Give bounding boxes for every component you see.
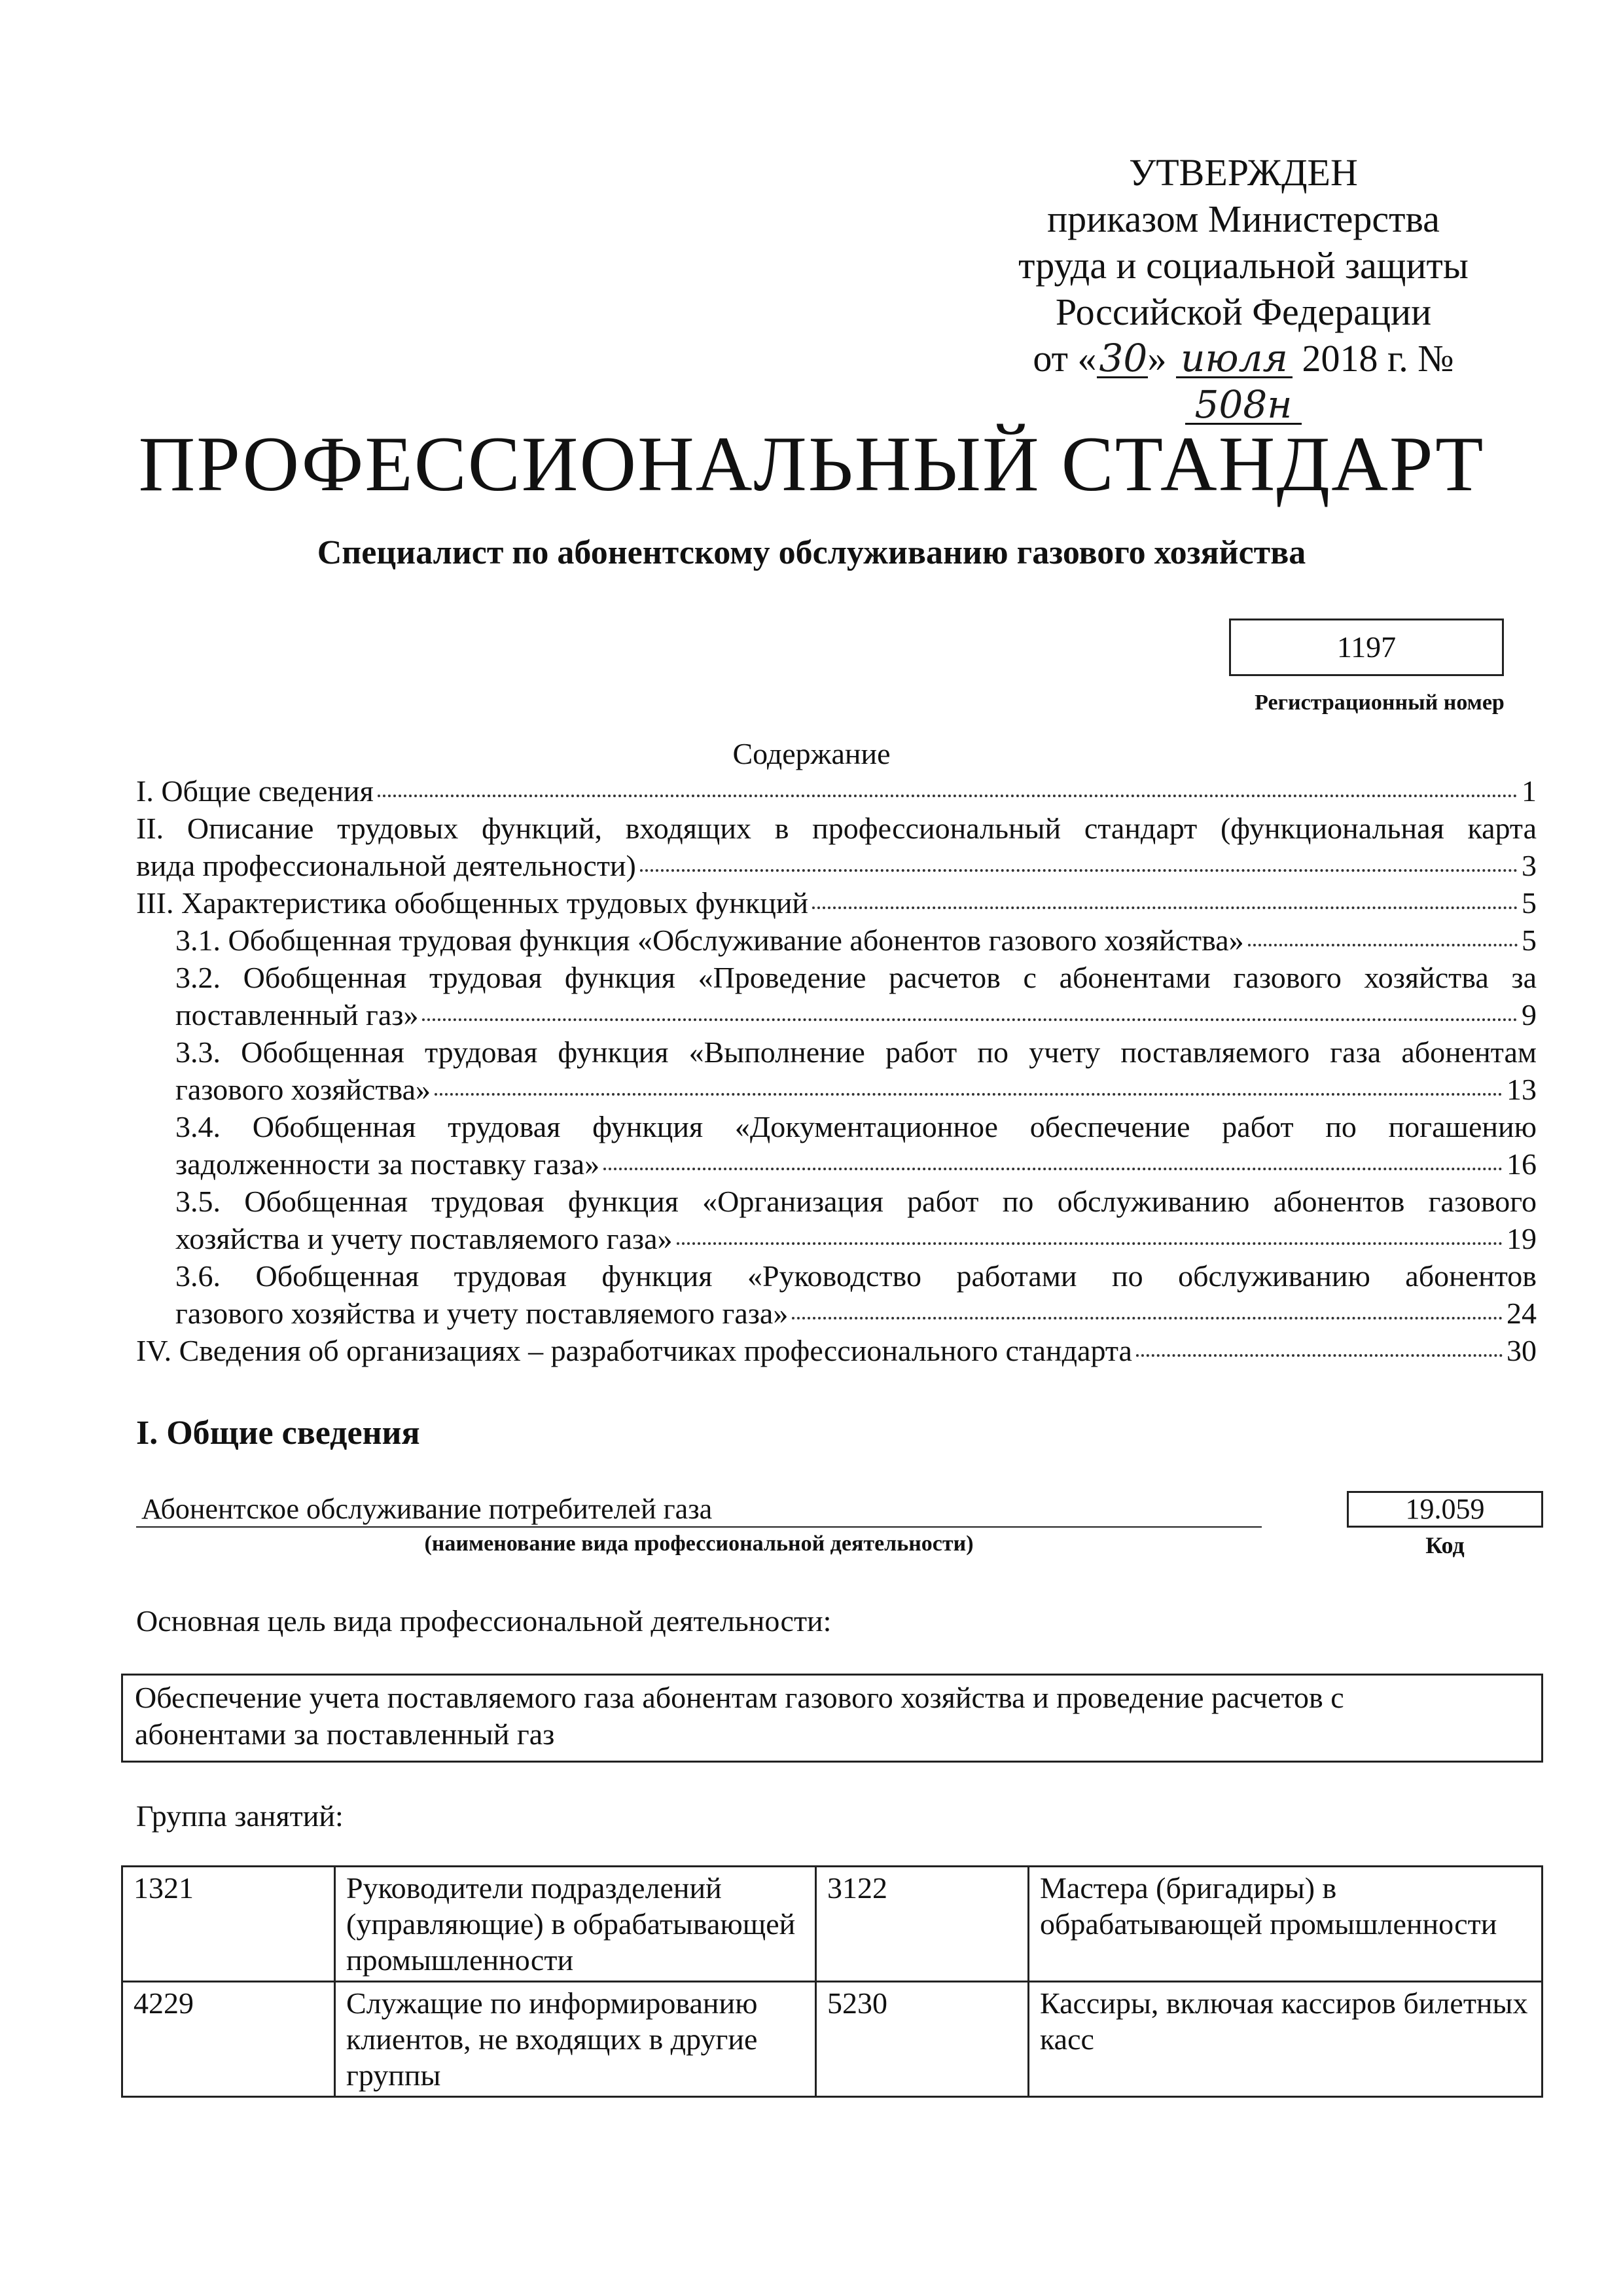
toc-entry-text: газового хозяйства и учету поставляемого газа»	[175, 1297, 789, 1330]
toc-entry-line[interactable]: 3.2. Обобщенная трудовая функция «Проведение расчетов с абонентами газового хозяйства за	[175, 961, 1537, 994]
date-month: июля	[1176, 340, 1293, 378]
toc-entry-text: газового хозяйства»	[175, 1073, 431, 1106]
toc-page: 19	[1507, 1222, 1537, 1255]
toc-entry[interactable]	[136, 884, 1537, 922]
toc-page: 24	[1507, 1297, 1537, 1330]
toc-page: 13	[1507, 1073, 1537, 1106]
toc-page: 9	[1522, 998, 1537, 1031]
approval-line: приказом Министерства	[1047, 198, 1440, 240]
registration-number-label: Регистрационный номер	[1255, 691, 1505, 715]
toc-entry[interactable]	[136, 996, 1537, 1033]
document-title: ПРОФЕССИОНАЛЬНЫЙ СТАНДАРТ	[138, 420, 1485, 507]
toc-entry[interactable]	[136, 1071, 1537, 1108]
approval-date-line	[982, 335, 1505, 428]
toc-entry[interactable]	[136, 1332, 1537, 1369]
toc-entry-text: I. Общие сведения	[136, 774, 374, 808]
toc-entry-text: поставленный газ»	[175, 998, 419, 1031]
toc-entry[interactable]	[136, 1220, 1537, 1257]
toc-page: 30	[1507, 1334, 1537, 1367]
group-name: Служащие по информированию клиентов, не входящих в другие группы	[335, 1982, 816, 2097]
occupation-group-label: Группа занятий:	[136, 1799, 344, 1833]
table-of-contents	[136, 772, 1537, 1369]
group-code: 4229	[122, 1982, 335, 2097]
group-code: 1321	[122, 1867, 335, 1982]
toc-entry-text: вида профессиональной деятельности)	[136, 849, 636, 882]
group-code: 5230	[816, 1982, 1029, 2097]
toc-page: 5	[1522, 924, 1537, 957]
toc-entry-line[interactable]: 3.5. Обобщенная трудовая функция «Организация работ по обслуживанию абонентов газового	[175, 1185, 1537, 1218]
approval-title: УТВЕРЖДЕН	[1129, 151, 1358, 194]
toc-entry-text: 3.1. Обобщенная трудовая функция «Обслуживание абонентов газового хозяйства»	[175, 924, 1244, 957]
section-heading: I. Общие сведения	[136, 1414, 420, 1452]
toc-entry[interactable]	[136, 922, 1537, 959]
date-day: 30	[1097, 340, 1148, 378]
goal-text-line: Обеспечение учета поставляемого газа абонентам газового хозяйства и проведение расчетов с	[135, 1681, 1344, 1714]
activity-code-box: 19.059	[1347, 1491, 1543, 1528]
toc-page: 5	[1522, 886, 1537, 920]
approval-line: Российской Федерации	[1055, 291, 1432, 333]
registration-number-box: 1197	[1229, 619, 1504, 676]
activity-code-label: Код	[1425, 1532, 1465, 1558]
date-year: 2018 г. №	[1302, 337, 1454, 380]
order-number: 508н	[1185, 386, 1302, 425]
group-name: Руководители подразделений (управляющие) в обрабатывающей промышленности	[335, 1867, 816, 1982]
table-row	[122, 1867, 1543, 1982]
toc-entry-text: III. Характеристика обобщенных трудовых функций	[136, 886, 809, 920]
toc-entry-text: задолженности за поставку газа»	[175, 1147, 600, 1181]
toc-entry-line[interactable]: II. Описание трудовых функций, входящих в профессиональный стандарт (функциональная карта	[136, 812, 1537, 845]
activity-caption: (наименование вида профессиональной деятельности)	[424, 1532, 974, 1556]
toc-entry-line[interactable]: 3.4. Обобщенная трудовая функция «Документационное обеспечение работ по погашению	[175, 1110, 1537, 1143]
toc-entry-line[interactable]: 3.6. Обобщенная трудовая функция «Руководство работами по обслуживанию абонентов	[175, 1259, 1537, 1293]
toc-entry[interactable]	[136, 772, 1537, 810]
toc-entry-text: хозяйства и учету поставляемого газа»	[175, 1222, 673, 1255]
document-subtitle: Специалист по абонентскому обслуживанию газового хозяйства	[317, 534, 1306, 571]
goal-box	[121, 1674, 1543, 1763]
toc-entry-line[interactable]: 3.3. Обобщенная трудовая функция «Выполнение работ по учету поставляемого газа абонентам	[175, 1035, 1537, 1069]
date-prefix: от «	[1033, 337, 1097, 380]
group-code: 3122	[816, 1867, 1029, 1982]
date-mid: »	[1147, 337, 1167, 380]
group-name: Мастера (бригадиры) в обрабатывающей промышленности	[1029, 1867, 1543, 1982]
group-name: Кассиры, включая кассиров билетных касс	[1029, 1982, 1543, 2097]
activity-name: Абонентское обслуживание потребителей газа	[136, 1492, 1262, 1528]
toc-entry-text: IV. Сведения об организациях – разработчиках профессионального стандарта	[136, 1334, 1132, 1367]
toc-page: 16	[1507, 1147, 1537, 1181]
toc-page: 3	[1522, 849, 1537, 882]
toc-page: 1	[1522, 774, 1537, 808]
approval-line: труда и социальной защиты	[1018, 244, 1469, 287]
table-row	[122, 1982, 1543, 2097]
toc-entry[interactable]	[136, 847, 1537, 884]
toc-entry[interactable]	[136, 1145, 1537, 1183]
toc-entry[interactable]	[136, 1295, 1537, 1332]
toc-heading: Содержание	[732, 737, 891, 770]
occupation-group-table	[121, 1865, 1543, 2098]
goal-text-line: абонентами за поставленный газ	[135, 1717, 555, 1751]
approval-block	[982, 149, 1505, 428]
goal-label: Основная цель вида профессиональной деятельности:	[136, 1604, 832, 1638]
